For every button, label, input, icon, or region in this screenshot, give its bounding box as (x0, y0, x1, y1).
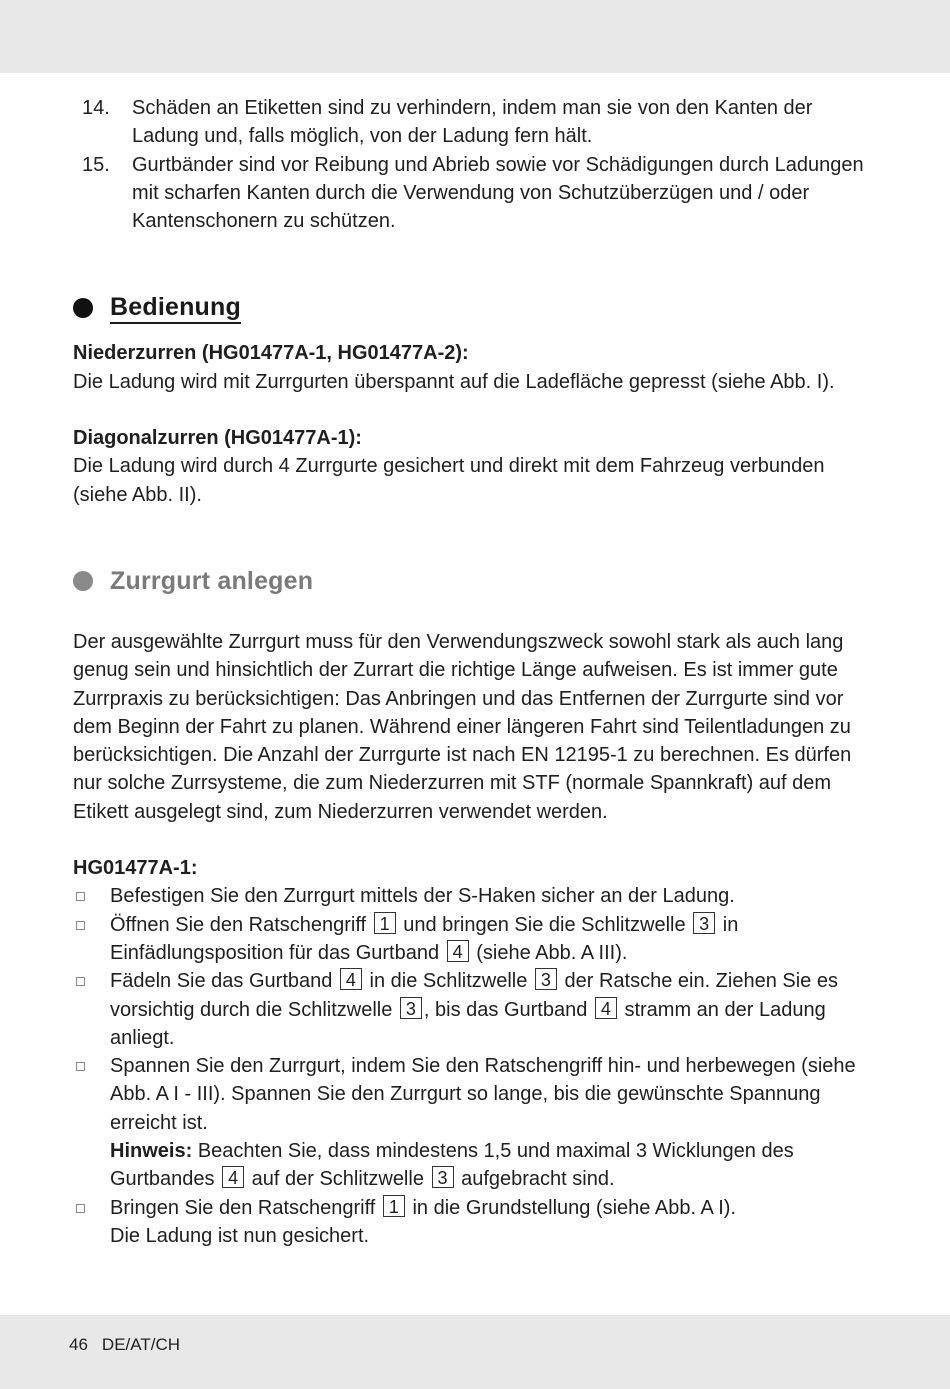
list-item (73, 151, 883, 236)
closing-text: Die Ladung ist nun gesichert. (110, 1224, 370, 1247)
checkbox-bullet-icon (73, 1052, 110, 1137)
hint-label: Hinweis: (110, 1140, 193, 1163)
page-number: 46 (69, 1335, 88, 1354)
part-ref: 1 (383, 1195, 405, 1217)
list-item-number: 14. (82, 97, 110, 119)
checkbox-bullet-icon (73, 967, 110, 1052)
list-item-number: 15. (82, 153, 110, 176)
step-text: Spannen Sie den Zurrgurt, indem Sie den Ratschengriff hin- und herbewegen (siehe Abb. A I - III). Spannen Sie den Zurrgurt so lange, bis die gewünschte Spannung erreicht ist. (110, 1055, 856, 1134)
step-text: Bringen Sie den Ratschengriff 1 in die Grundstellung (siehe Abb. A I). (110, 1196, 737, 1219)
section-heading-zurrgurt (73, 563, 883, 599)
bullet-dot-icon (73, 571, 93, 591)
step-item (73, 1052, 883, 1137)
part-ref: 4 (222, 1166, 244, 1188)
page-content (73, 94, 883, 1250)
part-ref: 3 (693, 912, 715, 934)
step-item (73, 967, 883, 1052)
footer (69, 1335, 180, 1355)
part-ref: 3 (400, 997, 422, 1019)
step-item (73, 1194, 883, 1222)
part-ref: 4 (447, 940, 469, 962)
checkbox-bullet-icon (73, 882, 110, 910)
step-text: Befestigen Sie den Zurrgurt mittels der S-Haken sicher an der Ladung. (110, 885, 735, 908)
paragraph-niederzurren: Die Ladung wird mit Zurrgurten überspannt auf die Ladefläche gepresst (siehe Abb. I). (73, 370, 835, 393)
part-ref: 1 (374, 912, 396, 934)
header-band (0, 0, 950, 73)
step-text: Öffnen Sie den Ratschengriff 1 und bringen Sie die Schlitzwelle 3 in Einfädlungsposition für das Gurtband 4 (siehe Abb. A III). (110, 913, 739, 964)
list-item (73, 94, 883, 151)
part-ref: 4 (595, 997, 617, 1019)
subheading-niederzurren: Niederzurren (HG01477A-1, HG01477A-2): (73, 342, 469, 365)
checkbox-bullet-icon (73, 1194, 110, 1222)
step-text: Fädeln Sie das Gurtband 4 in die Schlitzwelle 3 der Ratsche ein. Ziehen Sie es vorsichtig durch die Schlitzwelle 3 , bis das Gurtband 4 stramm an der Ladung anliegt. (110, 970, 838, 1049)
part-ref: 3 (432, 1166, 454, 1188)
list-item-text: Schäden an Etiketten sind zu verhindern, indem man sie von den Kanten der Ladung und, falls möglich, von der Ladung fern hält. (132, 97, 813, 148)
section-heading-bedienung (73, 290, 883, 326)
step-item (73, 911, 883, 968)
paragraph-diagonalzurren: Die Ladung wird durch 4 Zurrgurte gesichert und direkt mit dem Fahrzeug verbunden (siehe Abb. II). (73, 455, 825, 506)
subheading-model: HG01477A-1: (73, 857, 198, 880)
bullet-dot-icon (73, 298, 93, 318)
paragraph-intro: Der ausgewählte Zurrgurt muss für den Verwendungszweck sowohl stark als auch lang genug sein und hinsichtlich der Zurrart die richtige Länge aufweisen. Es ist immer gute Zurrpraxis zu berücksichtigen: Das Anbringen und das Entfernen der Zurrgurte sind vor dem Beginn der Fahrt zu planen. Während einer längeren Fahrt sind Teilentladungen zu berücksichtigen. Die Anzahl der Zurrgurte ist nach EN 12195-1 zu berechnen. Es dürfen nur solche Zurrsysteme, die zum Niederzurren mit STF (normale Spannkraft) auf dem Etikett ausgelegt sind, zum Niederzurren verwendet werden. (73, 630, 852, 823)
checkbox-bullet-icon (73, 911, 110, 968)
hint-block: Hinweis: Beachten Sie, dass mindestens 1,5 und maximal 3 Wicklungen des Gurtbandes 4 auf der Schlitzwelle 3 aufgebracht sind. (110, 1140, 794, 1191)
section-title: Bedienung (110, 293, 241, 324)
region-label: DE/AT/CH (101, 1335, 180, 1354)
part-ref: 3 (535, 968, 557, 990)
step-item (73, 882, 883, 910)
part-ref: 4 (340, 968, 362, 990)
subheading-diagonalzurren: Diagonalzurren (HG01477A-1): (73, 427, 362, 450)
section-title: Zurrgurt anlegen (110, 566, 314, 595)
list-item-text: Gurtbänder sind vor Reibung und Abrieb sowie vor Schädigungen durch Ladungen mit scharfen Kanten durch die Verwendung von Schutzüberzügen und / oder Kantenschonern zu schützen. (132, 153, 864, 233)
